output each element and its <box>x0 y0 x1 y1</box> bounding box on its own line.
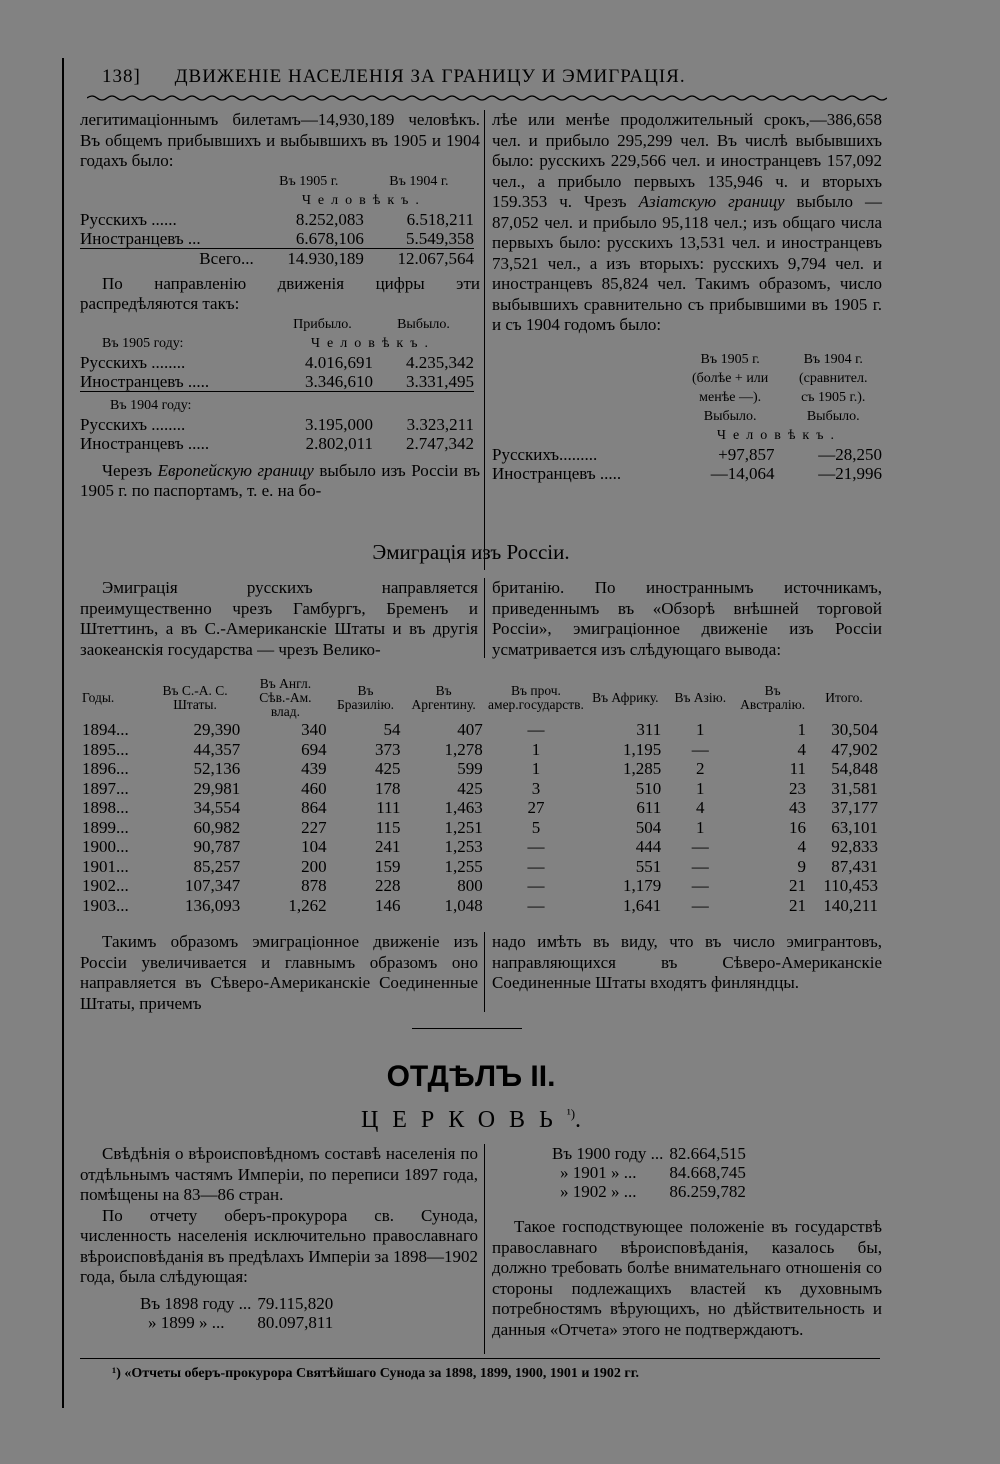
value-cell: — <box>527 856 545 876</box>
value: 86.259,782 <box>669 1182 746 1201</box>
asia-italic: Азіатскую границу <box>638 192 785 211</box>
left-top-column <box>80 110 480 502</box>
value-cell: 228 <box>375 876 401 895</box>
value-cell: 444 <box>635 837 662 856</box>
year-cell: 1902... <box>82 876 129 895</box>
col-head: Въ 1904 г. <box>803 351 863 367</box>
footnote: ¹) «Отчеты оберъ-прокурора Святѣйшаго Сунода за 1898, 1899, 1900, 1901 и 1902 гг. <box>112 1366 640 1381</box>
value-cell: 407 <box>457 720 483 739</box>
value-cell: 1,048 <box>444 895 483 915</box>
direction-table <box>80 315 474 453</box>
col-head: съ 1905 г.). <box>801 389 866 405</box>
section-title: ОТДѢЛЪ II. <box>386 1060 556 1093</box>
table-row <box>140 1294 333 1313</box>
emigration-table <box>80 676 880 915</box>
col-1904: Въ 1904 г. <box>389 173 449 189</box>
value: 84.668,745 <box>669 1163 746 1182</box>
value: 3.331,495 <box>406 371 474 391</box>
year-1905-label: Въ 1905 году: <box>102 335 184 351</box>
value-cell: 1 <box>696 778 705 798</box>
value-cell: 107,347 <box>185 876 241 895</box>
value-cell: 21 <box>789 895 807 915</box>
col-header: Въ Африку. <box>592 690 659 705</box>
value: 14.930,189 <box>287 248 364 268</box>
year-cell: 1896... <box>82 759 129 778</box>
footnote-rule <box>80 1358 880 1359</box>
value-cell: 111 <box>376 798 401 817</box>
value-cell: 227 <box>301 817 327 837</box>
value-cell: 425 <box>375 759 401 778</box>
value-cell: 460 <box>301 778 327 798</box>
value-cell: 9 <box>797 856 807 876</box>
value-cell: 23 <box>789 778 807 798</box>
value-cell: 16 <box>789 817 807 837</box>
page <box>62 48 880 1408</box>
table-row <box>80 818 880 838</box>
value-cell: 54 <box>383 720 401 739</box>
col-head: менѣе —). <box>699 389 762 405</box>
value-cell: — <box>691 876 709 895</box>
wavy-rule <box>87 94 887 102</box>
col-header: Въ проч. амер.государств. <box>488 683 584 712</box>
value-cell: 340 <box>301 720 327 739</box>
value-cell: 510 <box>635 778 662 798</box>
table-row <box>552 1182 746 1201</box>
value: +97,857 <box>718 444 775 464</box>
table-row <box>80 759 880 779</box>
table-row <box>80 779 880 799</box>
value-cell: 878 <box>301 876 327 895</box>
emigration-right <box>492 578 882 660</box>
row-label: Русскихъ ........ <box>80 352 186 372</box>
year-cell: 1900... <box>82 837 129 856</box>
value-cell: 611 <box>636 798 662 817</box>
value: 6.678,106 <box>295 228 364 248</box>
col-head: (болѣе + или <box>692 370 769 386</box>
value-cell: 800 <box>457 876 483 895</box>
value-cell: 27 <box>527 798 545 817</box>
col-header: Въ С.-А. С. Штаты. <box>162 683 228 712</box>
direction-text: По направленію движенія цифры эти распредѣляются такъ: <box>80 273 480 313</box>
col-head: Выбыло. <box>806 408 860 424</box>
europe-pre: Черезъ <box>102 460 158 480</box>
right-top-text <box>492 110 882 336</box>
emigration-header-row <box>80 676 880 720</box>
value-cell: 115 <box>375 817 401 837</box>
value-cell: 3 <box>531 778 541 798</box>
value: 3.346,610 <box>304 371 373 391</box>
value-cell: 178 <box>375 778 401 798</box>
value-cell: 425 <box>457 778 483 798</box>
value-cell: 311 <box>636 720 662 739</box>
value-cell: 4 <box>797 837 807 856</box>
header-title: ДВИЖЕНІЕ НАСЕЛЕНІЯ ЗА ГРАНИЦУ И ЭМИГРАЦІЯ. <box>174 66 686 87</box>
year-label: » 1901 » ... <box>560 1163 637 1182</box>
value-cell: 31,581 <box>831 778 878 798</box>
value-cell: 1,179 <box>623 876 662 895</box>
value-cell: 136,093 <box>185 895 241 915</box>
church-right-text: Такое господствующее положеніе въ государствѣ православнаго вѣроисповѣданія, казалось бы, должно требовать болѣе внимательнаго отношенія со стороны подлежащихъ властей къ духовнымъ потребностямъ вѣрующихъ, но дѣйствительность и данныя «Отчета» этого не подтверждаютъ. <box>492 1217 882 1339</box>
value-cell: 4 <box>696 798 705 817</box>
column-divider-church <box>484 1144 485 1354</box>
value-cell: — <box>527 837 545 856</box>
value: 82.664,515 <box>669 1144 746 1163</box>
table-row <box>552 1163 746 1182</box>
value-cell: 504 <box>635 817 662 837</box>
col-header: Въ Аргентину. <box>411 683 476 712</box>
table-row <box>80 415 474 434</box>
table-row <box>80 210 474 229</box>
table-row <box>80 876 880 896</box>
value-cell: 43 <box>789 798 807 817</box>
table-row <box>80 434 474 453</box>
value-cell: 37,177 <box>831 798 878 817</box>
value: —14,064 <box>710 463 775 483</box>
table-row <box>80 896 880 916</box>
departed-comparison-table <box>492 350 882 483</box>
after-right-text: надо имѣть въ виду, что въ число эмигрантовъ, направляющихся въ Сѣверо-Американскіе Соединенные Штаты входятъ финляндцы. <box>492 932 882 992</box>
value-cell: 159 <box>375 856 401 876</box>
value: 4.016,691 <box>304 352 373 372</box>
table-row <box>492 464 882 483</box>
emigration-left-text: Эмиграція русскихъ направляется преимущественно чрезъ Гамбургъ, Бременъ и Штеттинъ, а въ С.-Американскіе Штаты и въ другія заокеанскія государства — чрезъ Велико- <box>80 578 478 659</box>
row-label: Иностранцевъ ... <box>80 228 201 248</box>
value-cell: 29,390 <box>193 720 241 739</box>
value: 3.323,211 <box>406 414 474 434</box>
year-cell: 1895... <box>82 739 129 759</box>
value: 6.518,211 <box>406 209 474 229</box>
emigration-title: Эмиграція изъ Россіи. <box>372 540 570 564</box>
col-header: Итого. <box>825 690 863 705</box>
value-cell: 5 <box>531 817 541 837</box>
value-cell: 92,833 <box>831 837 878 856</box>
row-label: Иностранцевъ ..... <box>80 371 210 391</box>
value-cell: 1,195 <box>623 739 662 759</box>
year-cell: 1898... <box>82 798 129 817</box>
value-cell: 1,251 <box>444 817 483 837</box>
value: 3.195,000 <box>304 414 373 434</box>
value-cell: 54,848 <box>831 759 878 778</box>
value-cell: — <box>527 895 545 915</box>
value-cell: 110,453 <box>823 876 878 895</box>
value-cell: 30,504 <box>831 720 878 739</box>
value: —28,250 <box>818 444 882 464</box>
value-cell: 551 <box>635 856 662 876</box>
table-row <box>80 857 880 877</box>
value-cell: 1,641 <box>623 895 662 915</box>
year-cell: 1897... <box>82 778 129 798</box>
value-cell: 1,278 <box>444 739 483 759</box>
row-label: Иностранцевъ ..... <box>492 463 622 483</box>
value-cell: 63,101 <box>831 817 878 837</box>
text-part: лѣе или менѣе продолжительный срокъ,—386,658 чел. и прибыло 295,299 чел. Въ числѣ выбывшихъ было: русскихъ 229,566 чел. и иностранцевъ 157,092 чел., а прибыло первыхъ 135,946 ч. и вторыхъ 159.353 ч. Чрезъ <box>492 110 882 211</box>
value-cell: 85,257 <box>193 856 241 876</box>
value-cell: 44,357 <box>193 739 241 759</box>
value: —21,996 <box>818 463 882 483</box>
year-cell: 1899... <box>82 817 129 837</box>
col-header: Годы. <box>82 690 115 705</box>
value-cell: — <box>527 720 545 739</box>
value-cell: 1,285 <box>623 759 662 778</box>
value-cell: 373 <box>375 739 401 759</box>
europe-post: выбыло изъ Россіи въ 1905 г. по паспортамъ, т. е. на бо- <box>80 460 481 500</box>
value: 5.549,358 <box>406 228 474 248</box>
arrivals-table <box>80 172 474 268</box>
value-cell: 60,982 <box>193 817 241 837</box>
section-subtitle <box>62 1106 880 1134</box>
value-cell: 599 <box>457 759 483 778</box>
year-1904-label: Въ 1904 году: <box>110 397 192 413</box>
value-cell: 11 <box>789 759 807 778</box>
value-cell: 87,431 <box>831 856 878 876</box>
col-arrived: Прибыло. <box>293 316 352 332</box>
after-table-left <box>80 932 478 1014</box>
value-cell: 104 <box>301 837 327 856</box>
text-part: выбыло — 87,052 чел. и прибыло 95,118 чел.; изъ общаго числа первыхъ было: русскихъ 13,531 чел. и иностранцевъ 73,521 чел., а изъ вторыхъ: русскихъ 9,794 чел. и иностранцевъ 85,824 чел. Такимъ образомъ, число выбывшихъ сравнительно съ прибывшими въ 1905 г. и съ 1904 годомъ было: <box>492 192 882 334</box>
left-rule <box>62 58 64 1408</box>
value-cell: 1,253 <box>444 837 483 856</box>
table-row <box>492 445 882 464</box>
value-cell: 47,902 <box>831 739 878 759</box>
value-cell: 29,981 <box>193 778 241 798</box>
unit-label: Человѣкъ. <box>301 192 426 208</box>
emigration-table-body <box>80 720 880 915</box>
column-divider-after <box>484 932 485 1012</box>
running-header <box>102 66 686 88</box>
emigration-left <box>80 578 478 660</box>
orthodox-years-right <box>552 1144 746 1201</box>
col-header: Въ Англ. Сѣв.-Ам. влад. <box>259 676 312 719</box>
footnote-mark: ¹) <box>566 1106 576 1121</box>
after-table-right <box>492 932 882 994</box>
value-cell: 4 <box>797 739 807 759</box>
value: 79.115,820 <box>257 1293 334 1313</box>
value-cell: 1,463 <box>444 798 483 817</box>
table-row <box>80 798 880 818</box>
column-divider-top <box>484 110 485 570</box>
col-header: Въ Австралію. <box>740 683 806 712</box>
row-label: Всего... <box>199 248 254 268</box>
row-label: Иностранцевъ ..... <box>80 433 210 453</box>
year-cell: 1903... <box>82 895 129 915</box>
value-cell: 1 <box>696 720 705 739</box>
value-cell: — <box>527 876 545 895</box>
value-cell: 694 <box>301 739 327 759</box>
value-cell: 200 <box>301 856 327 876</box>
value-cell: 439 <box>301 759 327 778</box>
table-row <box>80 837 880 857</box>
table-row <box>140 1313 333 1332</box>
column-divider-emi <box>484 578 485 658</box>
table-row <box>80 229 474 249</box>
year-label: » 1902 » ... <box>560 1182 637 1201</box>
row-label: Русскихъ ........ <box>80 414 186 434</box>
right-top-column <box>492 110 882 483</box>
value: 2.802,011 <box>305 433 373 453</box>
value: 80.097,811 <box>257 1312 334 1332</box>
value-cell: 140,211 <box>823 895 878 915</box>
europe-text <box>80 461 480 502</box>
short-rule <box>412 1028 522 1029</box>
value-cell: 52,136 <box>193 759 241 778</box>
church-left-p2: По отчету оберъ-прокурора св. Сунода, численность населенія исключительно православнаго вѣроисповѣданія въ предѣлахъ Имперіи за 1898—1902 года, была слѣдующая: <box>80 1205 478 1286</box>
value: 8.252,083 <box>295 209 364 229</box>
value: 12.067,564 <box>397 248 474 268</box>
col-header: Въ Азію. <box>674 690 727 705</box>
church-left <box>80 1144 478 1332</box>
col-1905: Въ 1905 г. <box>279 173 339 189</box>
value-cell: — <box>691 856 709 876</box>
value-cell: — <box>691 895 709 915</box>
year-label: Въ 1900 году ... <box>552 1144 664 1163</box>
col-header: Въ Бразилію. <box>337 683 395 712</box>
row-label: Русскихъ......... <box>492 444 598 464</box>
value-cell: 241 <box>375 837 401 856</box>
year-cell: 1901... <box>82 856 129 876</box>
subtitle-text: ЦЕРКОВЬ <box>360 1107 567 1133</box>
table-row <box>552 1144 746 1163</box>
subtitle-end: . <box>575 1107 582 1133</box>
year-label: Въ 1898 году ... <box>140 1293 252 1313</box>
value-cell: 1 <box>531 759 541 778</box>
col-head: Выбыло. <box>703 408 757 424</box>
unit-label: Человѣкъ. <box>716 427 841 443</box>
row-label: Русскихъ ...... <box>80 209 177 229</box>
value-cell: 146 <box>375 895 401 915</box>
table-row <box>80 353 474 372</box>
value-cell: — <box>691 837 709 856</box>
col-head: (сравнител. <box>798 370 868 386</box>
emigration-right-text: британію. По иностраннымъ источникамъ, приведеннымъ въ «Обзорѣ внѣшней торговой Россіи», эмиграціонное движеніе изъ Россіи усматривается изъ слѣдующаго вывода: <box>492 578 882 659</box>
col-departed: Выбыло. <box>397 316 450 332</box>
unit-label: Человѣкъ. <box>310 335 435 351</box>
orthodox-years-left <box>140 1294 333 1332</box>
intro-text: легитимаціоннымъ билетамъ—14,930,189 человѣкъ. Въ общемъ прибывшихъ и выбывшихъ въ 1905 и 1904 годахъ было: <box>80 110 480 170</box>
table-row <box>80 720 880 740</box>
col-head: Въ 1905 г. <box>700 351 760 367</box>
value-cell: 1 <box>797 720 807 739</box>
table-row <box>80 740 880 760</box>
value-cell: 2 <box>696 759 705 778</box>
value-cell: 34,554 <box>193 798 241 817</box>
value: 2.747,342 <box>406 433 474 453</box>
year-cell: 1894... <box>82 720 129 739</box>
value: 4.235,342 <box>406 352 474 372</box>
europe-italic: Европейскую границу <box>157 460 314 480</box>
church-right <box>492 1144 882 1340</box>
value-cell: 21 <box>789 876 807 895</box>
value-cell: — <box>691 739 709 759</box>
value-cell: 1 <box>531 739 541 759</box>
value-cell: 1,255 <box>444 856 483 876</box>
page-number: 138] <box>102 66 141 87</box>
value-cell: 90,787 <box>193 837 241 856</box>
total-row <box>80 248 474 268</box>
value-cell: 864 <box>301 798 327 817</box>
value-cell: 1,262 <box>288 895 327 915</box>
church-left-p1: Свѣдѣнія о вѣроисповѣдномъ составѣ населенія по отдѣльнымъ частямъ Имперіи, по переписи 1897 года, помѣщены на 83—86 стран. <box>80 1144 478 1204</box>
after-left-text: Такимъ образомъ эмиграціонное движеніе изъ Россіи увеличивается и главнымъ образомъ оно направляется въ Сѣверо-Американскіе Соединенные Штаты, причемъ <box>80 932 478 1013</box>
year-label: » 1899 » ... <box>148 1312 225 1332</box>
value-cell: 1 <box>696 817 705 837</box>
table-row <box>80 372 474 392</box>
